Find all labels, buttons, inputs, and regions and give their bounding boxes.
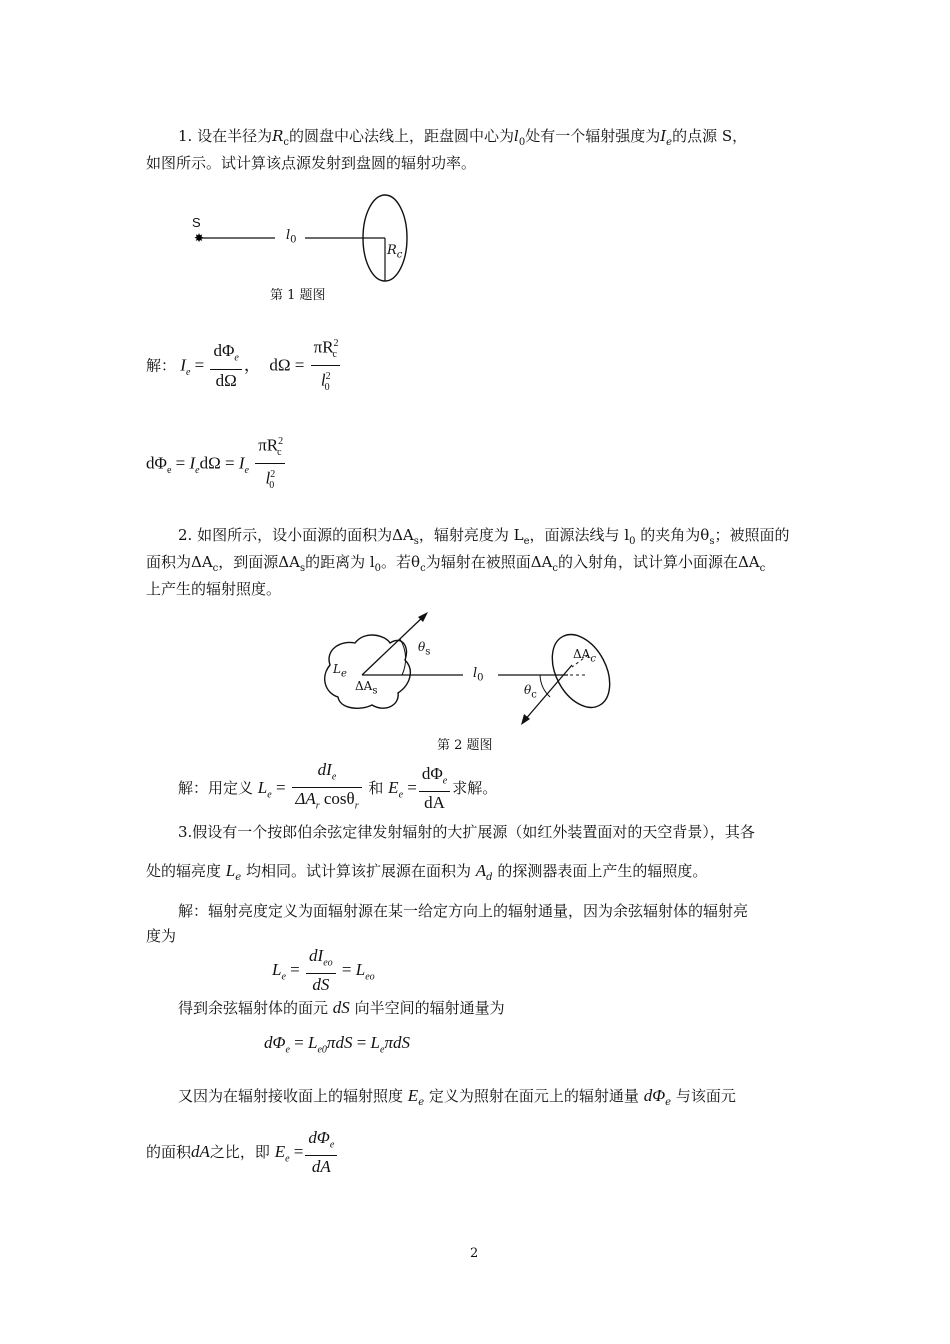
- problem3-statement-line2: 处的辐亮度 $L_e$ 均相同。试计算该扩展源在面积为 $A_d$ 的探测器表面上产生的辐照度。: [146, 861, 708, 883]
- solution3-line1: 解：辐射亮度定义为面辐射源在某一给定方向上的辐射通量，因为余弦辐射体的辐射亮: [178, 902, 749, 920]
- solution1-eq1: 解： $I_e$ = $\frac{d\Phi_e}{d\Omega}$ ， dΩ = $\frac{\pi R^2_c}{l^2_0}$: [146, 334, 342, 399]
- fraction-3: $\frac{\pi R^2_c}{l^2_0}$: [255, 432, 284, 497]
- solution3-line5: 的面积dA之比，即 $E_e$ = $\frac{d\Phi_e}{dA}$: [146, 1128, 339, 1178]
- fraction-6: $\frac{dI_{eo}}{dS}$: [306, 946, 336, 996]
- figure-1-diagram: [180, 190, 440, 290]
- fig2-theta-s: $\theta_s$: [418, 640, 431, 658]
- target-ellipse: [541, 625, 622, 717]
- problem1-statement: 1. 设在半径为$R_c$的圆盘中心法线上，距盘圆中心为$l_0$处有一个辐射强度为$I_e$的点源 S，: [178, 127, 748, 148]
- point-source-icon: ✸: [194, 231, 205, 245]
- fig1-Rc-label: $R_c$: [387, 243, 403, 261]
- fig1-l0-label: $l_0$: [286, 228, 297, 246]
- fraction-5: $\frac{d\Phi_e}{dA}$: [419, 764, 450, 814]
- solution3-line2: 度为: [146, 927, 177, 945]
- solution3-line3: 得到余弦辐射体的面元 dS 向半空间的辐射通量为: [178, 998, 505, 1017]
- problem2-statement-line3: 上产生的辐射照度。: [146, 580, 282, 598]
- problem2-statement: 2. 如图所示，设小面源的面积为$\Delta A_s$，辐射亮度为 $L_e$，面源法线与 $l_0$ 的夹角为$\theta_s$；被照面的: [178, 526, 790, 547]
- problem3-statement: 3.假设有一个按郎伯余弦定律发射辐射的大扩展源（如红外装置面对的天空背景），其各: [178, 823, 755, 841]
- fig2-Le: $L_e$: [333, 662, 347, 680]
- problem1-statement-line2: 如图所示。试计算该点源发射到盘圆的辐射功率。: [146, 154, 477, 172]
- solution3-line4: 又因为在辐射接收面上的辐射照度 $E_e$ 定义为照射在面元上的辐射通量 $d\Phi_e$ 与该面元: [178, 1086, 736, 1108]
- solution1-eq2: $d\Phi_e = I_ed\Omega = I_e$ $\frac{\pi R^2_c}{l^2_0}$: [146, 432, 287, 497]
- page-number: 2: [470, 1246, 479, 1261]
- fig2-theta-c: $\theta_c$: [524, 683, 537, 701]
- problem2-statement-line2: 面积为$\Delta A_c$，到面源$\Delta A_s$的距离为 $l_0$。若$\theta_c$为辐射在被照面$\Delta A_c$的入射角，试计算小面源在$\Delta A_c$: [146, 553, 766, 574]
- fraction-4: $\frac{dI_e}{\Delta A_r \cos\theta_r}$: [292, 760, 361, 818]
- fig2-dAs: $\Delta A_s$: [355, 679, 378, 697]
- fraction-7: $\frac{d\Phi_e}{dA}$: [305, 1128, 337, 1178]
- fig1-caption: 第 1 题图: [270, 288, 326, 303]
- solution2: 解：用定义 $L_e$ = $\frac{dI_e}{\Delta A_r \cos\theta_r}$ 和 $E_e$ = $\frac{d\Phi_e}{dA}$ 求解。: [178, 760, 497, 818]
- fig1-S-label: S: [192, 215, 201, 230]
- fig2-l0: $l_0$: [473, 666, 484, 684]
- figure-2-diagram: [310, 605, 630, 730]
- solution3-eqB: $d\Phi_e = L_{e0}\pi dS = L_e\pi dS$: [264, 1033, 410, 1056]
- fig2-dAc: $\Delta A_c$: [573, 647, 596, 665]
- fraction-2: $\frac{\pi R^2_c}{l^2_0}$: [311, 334, 340, 399]
- fraction-1: $\frac{d\Phi_e}{d\Omega}$: [210, 341, 241, 391]
- solution3-eqA: $L_e$ = $\frac{dI_{eo}}{dS}$ = $L_{eo}$: [272, 946, 375, 995]
- normal-arrow-line: [362, 615, 425, 675]
- fig2-caption: 第 2 题图: [437, 738, 493, 753]
